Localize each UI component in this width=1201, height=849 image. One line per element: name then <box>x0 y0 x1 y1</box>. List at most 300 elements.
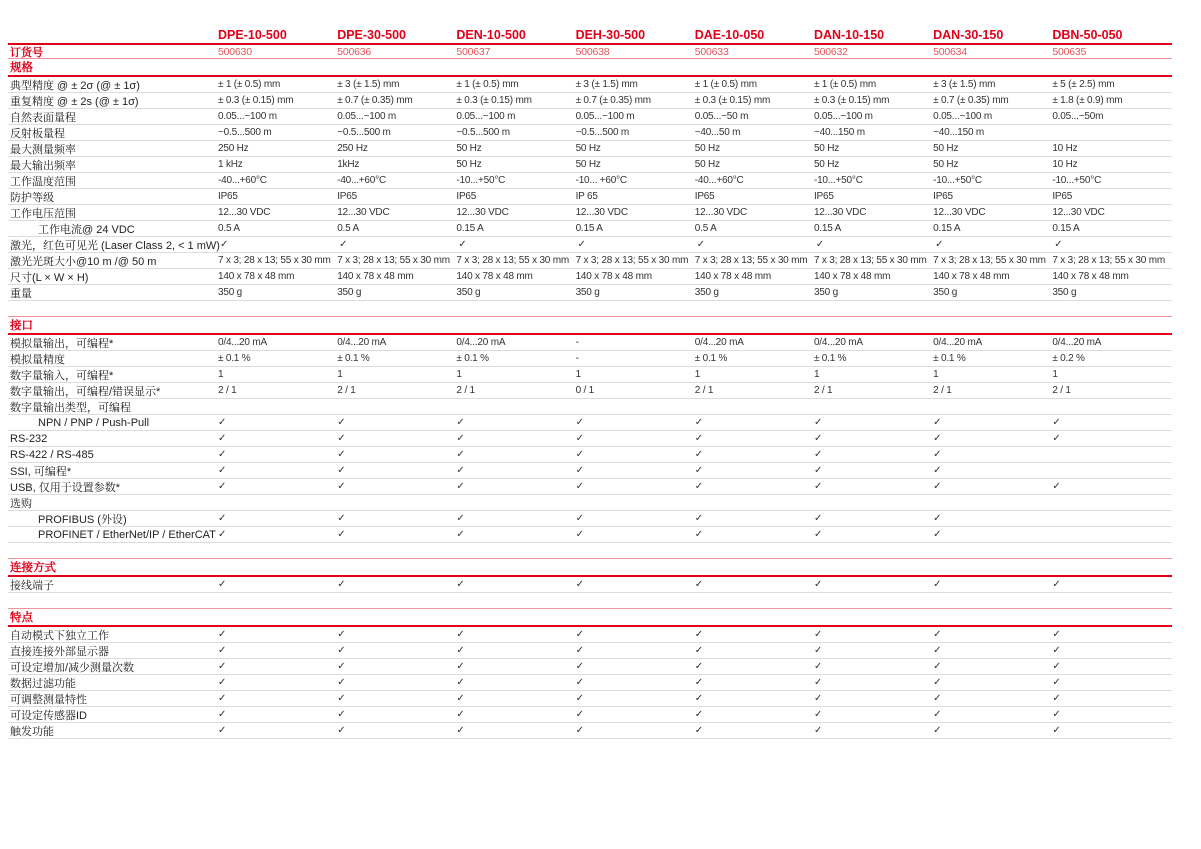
spec-row <box>8 577 1172 593</box>
value-cell: ✓ <box>933 629 942 640</box>
spec-row <box>8 431 1172 447</box>
value-cell: ± 1 (± 0.5) mm <box>218 79 281 90</box>
value-cell: ~0.5...500 m <box>456 127 510 138</box>
value-cell: ✓ <box>456 513 465 524</box>
value-cell: ✓ <box>813 645 823 656</box>
value-cell: ✓ <box>694 481 703 492</box>
row-label: 尺寸(L × W × H) <box>10 271 89 284</box>
value-cell: ✓ <box>337 449 346 460</box>
order-number: 500637 <box>456 45 491 58</box>
value-cell: 350 g <box>575 287 600 298</box>
value-cell: 7 x 3; 28 x 13; 55 x 30 mm <box>813 255 927 266</box>
row-label: 模拟量精度 <box>10 353 65 366</box>
value-cell: 50 Hz <box>694 159 720 170</box>
value-cell: 50 Hz <box>575 143 601 154</box>
section-header <box>8 316 1172 335</box>
value-cell: ✓ <box>694 709 703 720</box>
row-label: 防护等级 <box>10 191 54 204</box>
spec-row <box>8 659 1172 675</box>
value-cell: ✓ <box>218 579 227 590</box>
value-cell: 0.15 A <box>813 223 842 234</box>
row-label: 工作电压范围 <box>10 207 76 220</box>
value-cell: ~40...150 m <box>933 127 985 138</box>
value-cell: - <box>575 353 579 364</box>
spec-row <box>8 399 1172 415</box>
value-cell: ✓ <box>694 529 703 540</box>
value-cell: ✓ <box>813 433 823 444</box>
spec-row <box>8 173 1172 189</box>
value-cell: ✓ <box>218 529 227 540</box>
value-cell: ✓ <box>815 239 825 250</box>
value-cell: 0 / 1 <box>575 385 595 396</box>
value-cell: ✓ <box>575 417 584 428</box>
value-cell: 2 / 1 <box>218 385 237 396</box>
value-cell: ✓ <box>813 449 823 460</box>
value-cell: ✓ <box>218 725 227 736</box>
value-cell: ✓ <box>694 449 703 460</box>
value-cell: 10 Hz <box>1052 159 1078 170</box>
order-number: 500635 <box>1052 45 1087 58</box>
value-cell: 0.5 A <box>694 223 717 234</box>
value-cell: 1kHz <box>337 159 360 170</box>
value-cell: ± 0.1 % <box>694 353 728 364</box>
value-cell: ✓ <box>218 693 227 704</box>
model-header-row <box>8 27 1172 45</box>
row-label: PROFIBUS (外设) <box>38 513 127 526</box>
row-label: 选购 <box>10 497 32 510</box>
row-label: 直接连接外部显示器 <box>10 645 109 658</box>
section-gap <box>8 593 1172 608</box>
spec-row <box>8 415 1172 431</box>
value-cell: ✓ <box>813 693 823 704</box>
value-cell: ± 3 (± 1.5) mm <box>575 79 638 90</box>
value-cell: 1 <box>694 369 701 380</box>
value-cell: ✓ <box>694 579 703 590</box>
row-label: 数字量输入，可编程* <box>10 369 114 382</box>
row-label: 激光光斑大小@10 m /@ 50 m <box>10 255 157 268</box>
value-cell: ✓ <box>456 677 465 688</box>
row-label: 可设定传感器ID <box>10 709 87 722</box>
spec-row <box>8 511 1172 527</box>
spec-row <box>8 93 1172 109</box>
value-cell: 0/4...20 mA <box>933 337 983 348</box>
value-cell: ✓ <box>575 661 584 672</box>
value-cell: ± 0.3 (± 0.15) mm <box>813 95 890 106</box>
model-name: DPE-30-500 <box>337 28 406 42</box>
value-cell: ✓ <box>337 677 346 688</box>
value-cell: ✓ <box>813 529 823 540</box>
value-cell: 140 x 78 x 48 mm <box>575 271 652 282</box>
value-cell: 250 Hz <box>218 143 249 154</box>
value-cell: 2 / 1 <box>456 385 475 396</box>
value-cell: ✓ <box>218 645 227 656</box>
row-label: 数字量输出类型，可编程 <box>10 401 131 414</box>
value-cell: ✓ <box>1052 693 1061 704</box>
value-cell: ✓ <box>577 239 586 250</box>
value-cell: ✓ <box>813 465 823 476</box>
value-cell: ✓ <box>813 725 823 736</box>
value-cell: 350 g <box>694 287 719 298</box>
value-cell: ✓ <box>218 449 227 460</box>
value-cell: 0.5 A <box>337 223 359 234</box>
row-label: 自动模式下独立工作 <box>10 629 109 642</box>
value-cell: 0/4...20 mA <box>337 337 387 348</box>
value-cell: ✓ <box>456 709 465 720</box>
value-cell: ✓ <box>458 239 467 250</box>
value-cell: 7 x 3; 28 x 13; 55 x 30 mm <box>456 255 570 266</box>
value-cell: ± 3 (± 1.5) mm <box>337 79 400 90</box>
value-cell: ✓ <box>813 677 823 688</box>
value-cell: IP65 <box>813 191 834 202</box>
value-cell: ✓ <box>1052 677 1061 688</box>
value-cell: ± 0.3 (± 0.15) mm <box>456 95 532 106</box>
value-cell: 1 <box>218 369 224 380</box>
value-cell: ~40...50 m <box>694 127 741 138</box>
value-cell: ✓ <box>694 693 703 704</box>
value-cell: ✓ <box>933 529 942 540</box>
value-cell: IP 65 <box>575 191 598 202</box>
value-cell: 0.05...~50 m <box>694 111 749 122</box>
value-cell: 350 g <box>337 287 362 298</box>
value-cell: ~0.5...500 m <box>218 127 272 138</box>
spec-row <box>8 189 1172 205</box>
value-cell: ✓ <box>337 417 346 428</box>
value-cell: ✓ <box>456 481 465 492</box>
row-label: 数据过滤功能 <box>10 677 76 690</box>
spec-row <box>8 269 1172 285</box>
value-cell: ~0.5...500 m <box>575 127 630 138</box>
value-cell: ✓ <box>456 529 465 540</box>
value-cell: ✓ <box>1052 645 1061 656</box>
spec-row <box>8 125 1172 141</box>
value-cell: 12...30 VDC <box>694 207 748 218</box>
value-cell: ✓ <box>1052 709 1061 720</box>
value-cell: ± 1 (± 0.5) mm <box>456 79 519 90</box>
value-cell: ✓ <box>933 677 942 688</box>
value-cell: 2 / 1 <box>694 385 714 396</box>
value-cell: IP65 <box>337 191 357 202</box>
spec-row <box>8 447 1172 463</box>
value-cell: IP65 <box>1052 191 1073 202</box>
value-cell: 0.05...~100 m <box>456 111 516 122</box>
spec-row <box>8 627 1172 643</box>
order-number-label: 订货号 <box>10 46 43 59</box>
value-cell: ✓ <box>337 693 346 704</box>
value-cell: ✓ <box>456 417 465 428</box>
value-cell: ✓ <box>456 693 465 704</box>
value-cell: ✓ <box>694 661 703 672</box>
value-cell: ± 0.3 (± 0.15) mm <box>218 95 294 106</box>
spec-row <box>8 205 1172 221</box>
value-cell: ✓ <box>337 629 346 640</box>
value-cell: 0/4...20 mA <box>218 337 267 348</box>
value-cell: IP65 <box>218 191 238 202</box>
value-cell: ✓ <box>813 709 823 720</box>
spec-row <box>8 237 1172 253</box>
value-cell: 50 Hz <box>694 143 720 154</box>
value-cell: ✓ <box>933 513 942 524</box>
spec-row <box>8 383 1172 399</box>
spec-row <box>8 141 1172 157</box>
value-cell: ✓ <box>575 693 584 704</box>
value-cell: ✓ <box>1052 481 1061 492</box>
value-cell: ✓ <box>456 433 465 444</box>
value-cell: - <box>575 337 579 348</box>
value-cell: ✓ <box>218 481 227 492</box>
value-cell: ± 1 (± 0.5) mm <box>694 79 757 90</box>
value-cell: ± 0.1 % <box>813 353 847 364</box>
order-number: 500636 <box>337 45 372 58</box>
value-cell: ✓ <box>575 645 584 656</box>
value-cell: ✓ <box>694 417 703 428</box>
value-cell: -40...+60°C <box>218 175 267 186</box>
row-label: RS-422 / RS-485 <box>10 448 94 461</box>
value-cell: ✓ <box>575 709 584 720</box>
value-cell: ± 3 (± 1.5) mm <box>933 79 996 90</box>
value-cell: 12...30 VDC <box>933 207 986 218</box>
value-cell: 12...30 VDC <box>813 207 867 218</box>
value-cell: ✓ <box>933 449 942 460</box>
value-cell: ✓ <box>813 629 823 640</box>
value-cell: ✓ <box>218 433 227 444</box>
value-cell: ✓ <box>813 579 823 590</box>
value-cell: 350 g <box>456 287 481 298</box>
model-name: DEN-10-500 <box>456 28 526 42</box>
value-cell: ✓ <box>813 481 823 492</box>
value-cell: 7 x 3; 28 x 13; 55 x 30 mm <box>1052 255 1165 266</box>
value-cell: ✓ <box>933 465 942 476</box>
value-cell: 140 x 78 x 48 mm <box>813 271 891 282</box>
spec-row <box>8 723 1172 739</box>
value-cell: ✓ <box>933 693 942 704</box>
value-cell: 12...30 VDC <box>337 207 390 218</box>
value-cell: ✓ <box>694 629 703 640</box>
section-header <box>8 58 1172 77</box>
model-name: DAN-30-150 <box>933 28 1004 42</box>
row-label: 典型精度 @ ± 2σ (@ ± 1σ) <box>10 79 140 92</box>
value-cell: 0/4...20 mA <box>813 337 863 348</box>
row-label: 最大输出频率 <box>10 159 76 172</box>
value-cell: ✓ <box>575 481 584 492</box>
row-label: PROFINET / EtherNet/IP / EtherCAT <box>38 528 216 541</box>
value-cell: ✓ <box>337 529 346 540</box>
value-cell: ✓ <box>1052 661 1061 672</box>
value-cell: 0.15 A <box>575 223 603 234</box>
value-cell: 50 Hz <box>933 159 959 170</box>
value-cell: ✓ <box>575 433 584 444</box>
value-cell: ✓ <box>933 709 942 720</box>
spec-row <box>8 495 1172 511</box>
value-cell: ✓ <box>575 579 584 590</box>
model-name: DEH-30-500 <box>575 28 646 42</box>
section-header <box>8 558 1172 577</box>
row-label: 可调整测量特性 <box>10 693 87 706</box>
value-cell: 0.05...~50m <box>1052 111 1104 122</box>
model-name: DAE-10-050 <box>694 28 765 42</box>
value-cell: -10...+50°C <box>813 175 863 186</box>
row-label: 数字量输出，可编程/错误显示* <box>10 385 161 398</box>
value-cell: ✓ <box>933 481 942 492</box>
value-cell: ✓ <box>575 677 584 688</box>
value-cell: 0.05...~100 m <box>218 111 277 122</box>
value-cell: ✓ <box>456 629 465 640</box>
value-cell: 0.05...~100 m <box>813 111 873 122</box>
row-label: 触发功能 <box>10 725 54 738</box>
value-cell: 1 kHz <box>218 159 243 170</box>
value-cell: ✓ <box>456 725 465 736</box>
value-cell: ± 0.2 % <box>1052 353 1085 364</box>
value-cell: IP65 <box>933 191 953 202</box>
value-cell: 350 g <box>218 287 243 298</box>
value-cell: 350 g <box>933 287 958 298</box>
value-cell: 12...30 VDC <box>1052 207 1105 218</box>
value-cell: ✓ <box>456 465 465 476</box>
value-cell: 1 <box>1052 369 1058 380</box>
row-label: RS-232 <box>10 432 48 445</box>
value-cell: ✓ <box>218 709 227 720</box>
value-cell: ± 5 (± 2.5) mm <box>1052 79 1115 90</box>
row-label: SSI, 可编程* <box>10 465 72 478</box>
spec-row <box>8 285 1172 301</box>
model-name: DPE-10-500 <box>218 28 287 42</box>
value-cell: 0/4...20 mA <box>456 337 506 348</box>
model-name: DBN-50-050 <box>1052 28 1123 42</box>
value-cell: 140 x 78 x 48 mm <box>456 271 533 282</box>
value-cell: ~40...150 m <box>813 127 865 138</box>
row-label: 重量 <box>10 287 32 300</box>
section-title: 规格 <box>10 62 33 74</box>
value-cell: 2 / 1 <box>1052 385 1071 396</box>
value-cell: 350 g <box>1052 287 1077 298</box>
value-cell: ~0.5...500 m <box>337 127 391 138</box>
value-cell: 7 x 3; 28 x 13; 55 x 30 mm <box>933 255 1046 266</box>
value-cell: 7 x 3; 28 x 13; 55 x 30 mm <box>575 255 689 266</box>
section-title: 接口 <box>10 320 33 332</box>
row-label: 可设定增加/减少测量次数 <box>10 661 135 674</box>
value-cell: 1 <box>456 369 462 380</box>
value-cell: ± 0.1 % <box>337 353 370 364</box>
spec-row <box>8 479 1172 495</box>
value-cell: ✓ <box>933 661 942 672</box>
value-cell: ✓ <box>337 579 346 590</box>
spec-row <box>8 707 1172 723</box>
value-cell: -10...+50°C <box>1052 175 1102 186</box>
value-cell: 250 Hz <box>337 143 368 154</box>
value-cell: ± 0.7 (± 0.35) mm <box>933 95 1009 106</box>
value-cell: ✓ <box>218 629 227 640</box>
section-title: 连接方式 <box>10 562 56 574</box>
value-cell: ✓ <box>218 513 227 524</box>
value-cell: ✓ <box>813 513 823 524</box>
value-cell: ✓ <box>575 725 584 736</box>
value-cell: ✓ <box>575 465 584 476</box>
spec-row <box>8 157 1172 173</box>
section-header <box>8 608 1172 627</box>
value-cell: ✓ <box>337 645 346 656</box>
value-cell: ✓ <box>575 449 584 460</box>
spec-row <box>8 463 1172 479</box>
value-cell: 140 x 78 x 48 mm <box>337 271 414 282</box>
value-cell: ✓ <box>218 677 227 688</box>
value-cell: 0.15 A <box>456 223 484 234</box>
value-cell: ✓ <box>219 239 229 250</box>
section-gap <box>8 301 1172 316</box>
value-cell: ✓ <box>456 645 465 656</box>
value-cell: 1 <box>337 369 343 380</box>
value-cell: ✓ <box>337 513 346 524</box>
value-cell: ✓ <box>694 513 703 524</box>
value-cell: ✓ <box>933 417 942 428</box>
value-cell: -10... +60°C <box>575 175 627 186</box>
value-cell: ✓ <box>218 661 227 672</box>
spec-row <box>8 109 1172 125</box>
value-cell: 140 x 78 x 48 mm <box>218 271 295 282</box>
spec-row <box>8 221 1172 237</box>
value-cell: ± 1 (± 0.5) mm <box>813 79 877 90</box>
spec-row <box>8 77 1172 93</box>
row-label: 自然表面量程 <box>10 111 76 124</box>
value-cell: IP65 <box>456 191 477 202</box>
value-cell: -40...+60°C <box>694 175 744 186</box>
model-name: DAN-10-150 <box>813 28 885 42</box>
spec-row <box>8 643 1172 659</box>
value-cell: 0/4...20 mA <box>1052 337 1102 348</box>
value-cell: ± 0.7 (± 0.35) mm <box>575 95 651 106</box>
value-cell: 0.15 A <box>933 223 961 234</box>
value-cell: 0.05...~100 m <box>933 111 992 122</box>
value-cell: ✓ <box>456 579 465 590</box>
value-cell: 0.15 A <box>1052 223 1080 234</box>
value-cell: 10 Hz <box>1052 143 1078 154</box>
value-cell: ± 0.7 (± 0.35) mm <box>337 95 413 106</box>
value-cell: ✓ <box>218 465 227 476</box>
value-cell: ✓ <box>1052 417 1061 428</box>
value-cell: -10...+50°C <box>933 175 982 186</box>
value-cell: 0.05...~100 m <box>337 111 397 122</box>
value-cell: ✓ <box>218 417 227 428</box>
order-number: 500632 <box>813 45 848 58</box>
value-cell: 140 x 78 x 48 mm <box>933 271 1010 282</box>
value-cell: 7 x 3; 28 x 13; 55 x 30 mm <box>337 255 450 266</box>
spec-row <box>8 253 1172 269</box>
value-cell: 7 x 3; 28 x 13; 55 x 30 mm <box>694 255 808 266</box>
value-cell: 50 Hz <box>933 143 959 154</box>
value-cell: ✓ <box>694 465 703 476</box>
value-cell: ✓ <box>575 529 584 540</box>
row-label: 激光，红色可见光 (Laser Class 2, < 1 mW) <box>10 239 220 252</box>
value-cell: -10...+50°C <box>456 175 506 186</box>
value-cell: ✓ <box>337 725 346 736</box>
value-cell: ✓ <box>337 465 346 476</box>
value-cell: ± 0.1 % <box>218 353 251 364</box>
row-label: 工作温度范围 <box>10 175 76 188</box>
row-label: 接线端子 <box>10 579 54 592</box>
value-cell: ✓ <box>694 645 703 656</box>
order-number: 500633 <box>694 45 729 58</box>
value-cell: -40...+60°C <box>337 175 386 186</box>
value-cell: ✓ <box>337 661 346 672</box>
order-number: 500638 <box>575 45 610 58</box>
row-label: 反射板量程 <box>10 127 65 140</box>
order-number-row <box>8 45 1172 58</box>
value-cell: ✓ <box>337 433 346 444</box>
value-cell: ✓ <box>935 239 944 250</box>
value-cell: ✓ <box>456 661 465 672</box>
value-cell: 2 / 1 <box>813 385 833 396</box>
value-cell: ✓ <box>456 449 465 460</box>
row-label: 模拟量输出，可编程* <box>10 337 114 350</box>
value-cell: 2 / 1 <box>933 385 952 396</box>
